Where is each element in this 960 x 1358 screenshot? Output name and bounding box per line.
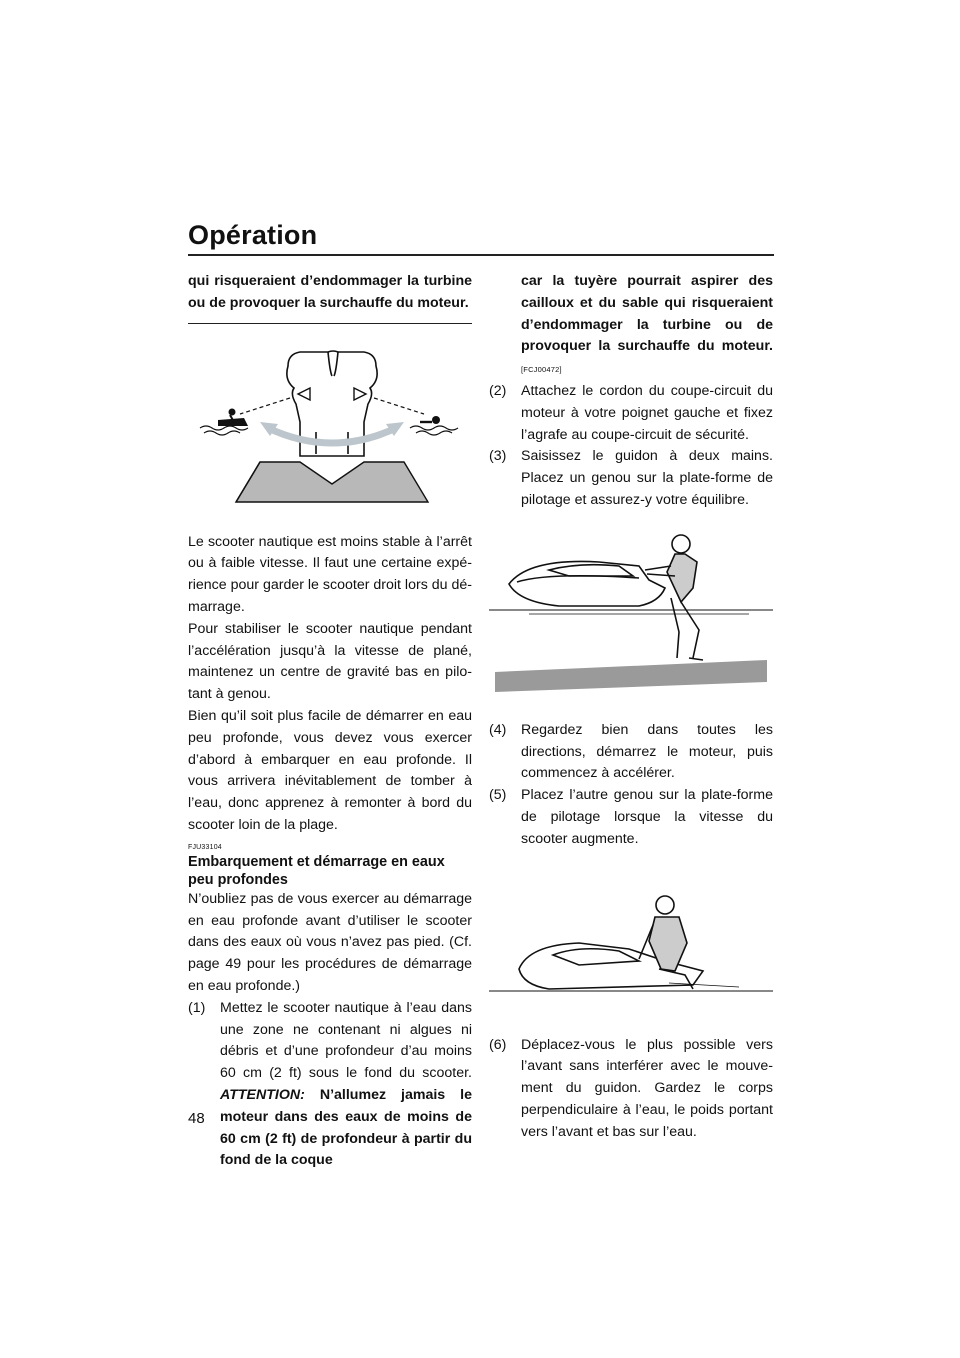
step-5 <box>489 785 773 850</box>
step-number: (3) <box>489 448 507 465</box>
rider-head <box>672 535 690 553</box>
page-title: Opération <box>188 220 318 250</box>
intro-paragraph: N’oubliez pas de vous exercer au démarrage en eau profonde avant d’utiliser le scooter dans des eaux où vous n’avez pas pied. (Cf. page 49 pour les procédures de démarrage en eau profonde.) <box>188 890 472 994</box>
sandy-bottom <box>495 660 767 692</box>
right-column <box>489 271 773 1144</box>
left-column <box>188 271 472 1172</box>
step-text: Placez l’autre genou sur la plate-forme de pilotage lorsque la vitesse du scooter augmente. <box>521 787 773 847</box>
step-number: (6) <box>489 1036 507 1053</box>
look-around-illustration <box>188 336 472 506</box>
step-number: (2) <box>489 382 507 399</box>
warning-text: car la tuyère pourrait aspirer des cailloux et du sable qui risqueraient d’endommager la turbine ou de provoquer la surchauffe du moteur. <box>521 273 773 355</box>
step-text: Déplacez-vous le plus possible vers l’avant sans interférer avec le mouvement du guidon. Gardez le corps perpendiculaire à l’eau, le poids portant vers l’avant et bas sur l’eau. <box>521 1036 773 1140</box>
left-eye-icon <box>298 388 310 400</box>
step-number: (1) <box>188 999 206 1016</box>
shoulders <box>236 462 428 502</box>
step-text: Regardez bien dans toutes les directions, démarrez le moteur, puis commencez à accélérer. <box>521 721 773 782</box>
kneeling-riding-illustration <box>489 879 773 1019</box>
stability-paragraph: Le scooter nautique est moins stable à l’arrêt ou à faible vitesse. Il faut une certaine expérience pour garder le scooter droit lors du démarrage. <box>188 533 472 615</box>
step-number: (4) <box>489 721 507 738</box>
section-code: FJU33104 <box>188 843 222 851</box>
warning-continuation: qui risqueraient d’endommager la turbine ou de provoquer la surchauffe du moteur. <box>188 271 472 324</box>
attention-text: N’allumez jamais le moteur dans des eaux de moins de 60 cm (2 ft) de profondeur à partir du fond de la coque <box>220 1086 472 1169</box>
kneeling-boarding-illustration <box>489 532 773 708</box>
rider-head <box>656 896 674 914</box>
warning-code: [FCJ00472] <box>521 365 562 375</box>
stabilize-paragraph: Pour stabiliser le scooter nautique pendant l’accélération jusqu’à la vitesse de plané, maintenez un centre de gravité bas en pilotant à genou. <box>188 620 472 703</box>
warning-continuation-right <box>489 271 773 381</box>
attention-label: ATTENTION: <box>220 1086 305 1103</box>
right-eye-icon <box>354 388 366 400</box>
step-2 <box>489 381 773 446</box>
step-1 <box>188 998 472 1172</box>
step-number: (5) <box>489 787 507 804</box>
left-jetski-icon <box>218 408 248 426</box>
step-text: Mettez le scooter nautique à l’eau dans une zone ne contenant ni algues ni débris et d’une profondeur d’au moins 60 cm (2 ft) sous le fond du scooter. <box>220 999 472 1082</box>
step-3 <box>489 446 773 511</box>
jetski-hull <box>509 561 665 606</box>
step-6 <box>489 1035 773 1144</box>
step-4 <box>489 720 773 785</box>
title-rule <box>188 254 774 256</box>
step-text: Attachez le cordon du coupe-circuit du moteur à votre poignet gauche et fixez l’agrafe au coupe-circuit de sécurité. <box>521 382 773 443</box>
page-number: 48 <box>188 1110 205 1127</box>
sweep-arrow <box>268 428 396 443</box>
right-swimmer-icon <box>420 416 440 424</box>
section-heading: Embarquement et démarrage en eaux peu profondes <box>188 853 445 888</box>
step-text: Saisissez le guidon à deux mains. Placez un genou sur la plate-forme de pilotage et assurez-y votre équilibre. <box>521 448 773 508</box>
practice-paragraph: Bien qu’il soit plus facile de démarrer en eau peu profonde, vous devez vous exercer d’abord à embarquer en eau profonde. Il vous arrivera inévitablement de tomber à l’eau, donc apprenez à remonter à bord du scooter loin de la plage. <box>188 707 472 833</box>
